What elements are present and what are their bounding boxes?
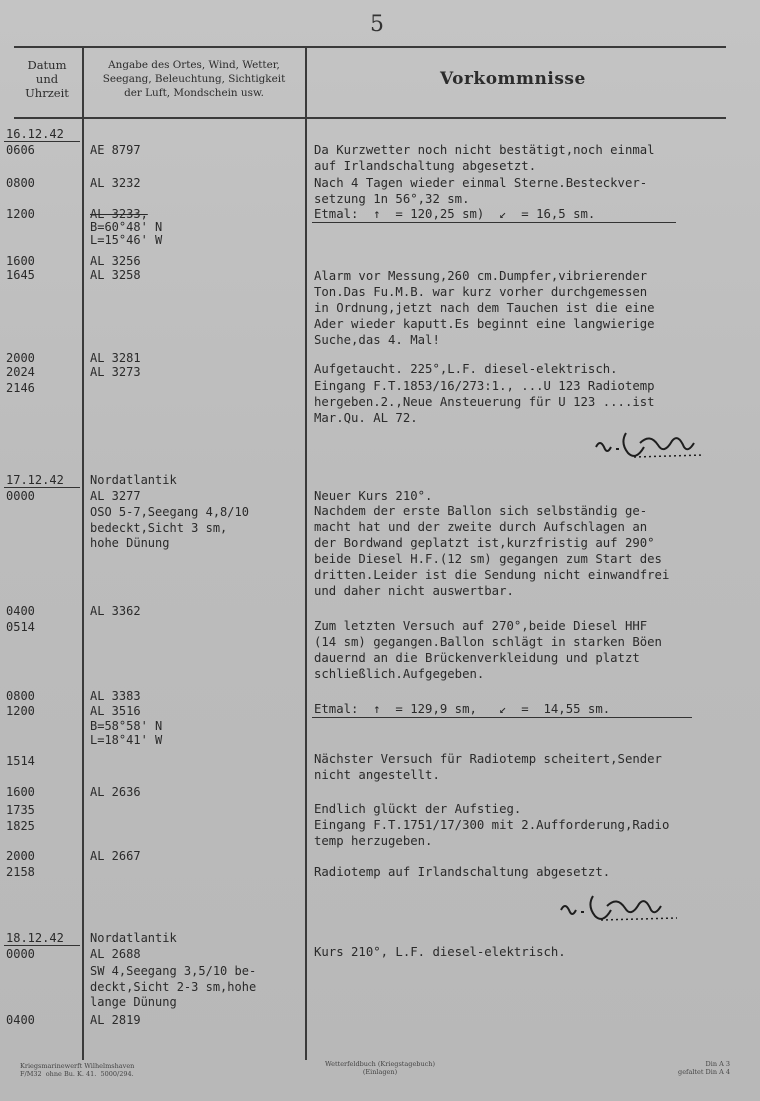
event-etmal: Etmal: ↑ = 129,9 sm, ↙ = 14,55 sm.	[314, 702, 611, 716]
event-entry: Radiotemp auf Irlandschaltung abgesetzt.	[314, 865, 611, 879]
header-time-column	[14, 58, 80, 100]
time-entry: 2024	[6, 365, 35, 379]
event-entry: Neuer Kurs 210°.	[314, 489, 433, 503]
event-entry: Eingang F.T.1751/17/300 mit 2.Aufforderung,Radio temp herzugeben.	[314, 818, 670, 848]
position-entry: Nordatlantik	[90, 931, 177, 945]
time-entry: 1514	[6, 754, 35, 768]
header-bottom-rule	[14, 117, 726, 119]
position-entry: AL 2636	[90, 785, 141, 799]
column-divider-1	[82, 46, 84, 1060]
time-entry: 0800	[6, 689, 35, 703]
weather-entry: SW 4,Seegang 3,5/10 be- deckt,Sicht 2-3 sm,hohe lange Dünung	[90, 964, 257, 1009]
column-divider-2	[305, 46, 307, 1060]
time-entry: 1825	[6, 819, 35, 833]
position-entry: AL 3258	[90, 268, 141, 282]
position-entry: AL 2667	[90, 849, 141, 863]
time-entry: 0000	[6, 947, 35, 961]
date-entry: 16.12.42	[6, 127, 64, 141]
position-entry: AL 2688	[90, 947, 141, 961]
event-entry: Aufgetaucht. 225°,L.F. diesel-elektrisch.	[314, 362, 618, 376]
event-entry: Kurs 210°, L.F. diesel-elektrisch.	[314, 945, 566, 959]
time-entry: 0514	[6, 620, 35, 634]
position-entry: B=60°48' N	[90, 220, 163, 234]
header-place-column	[84, 58, 304, 100]
header-place-line: Angabe des Ortes, Wind, Wetter,	[108, 59, 280, 71]
etmal-underline	[312, 717, 692, 718]
time-entry: 1200	[6, 704, 35, 718]
time-entry: 1645	[6, 268, 35, 282]
event-entry: Nach 4 Tagen wieder einmal Sterne.Besteckver- setzung 1n 56°,32 sm.	[314, 176, 648, 206]
time-entry: 2146	[6, 381, 35, 395]
position-entry: B=58°58' N	[90, 719, 163, 733]
position-entry: AL 3281	[90, 351, 141, 365]
footer-left: Kriegsmarinewerft Wilhelmshaven F/M32 ohne Bu. K. 41. 5000/294.	[20, 1062, 135, 1078]
weather-entry: OSO 5-7,Seegang 4,8/10 bedeckt,Sicht 3 sm, hohe Dünung	[90, 505, 249, 550]
event-entry: Eingang F.T.1853/16/273:1., ...U 123 Radiotemp hergeben.2.,Neue Ansteuerung für U 123 ....ist Mar.Qu. AL 72.	[314, 379, 655, 425]
footer-right: Din A 3 gefaltet Din A 4	[678, 1060, 730, 1076]
header-top-rule	[14, 46, 726, 48]
time-entry: 2000	[6, 351, 35, 365]
time-entry: 1600	[6, 785, 35, 799]
time-entry: 0400	[6, 1013, 35, 1027]
header-time-line: Datum	[27, 58, 67, 72]
event-entry: Zum letzten Versuch auf 270°,beide Diesel HHF (14 sm) gegangen.Ballon schlägt in starken Böen dauernd an die Brückenverkleidung und platzt schließlich.Aufgegeben.	[314, 619, 662, 681]
position-entry: Nordatlantik	[90, 473, 177, 487]
event-entry: Nächster Versuch für Radiotemp scheitert,Sender nicht angestellt.	[314, 752, 662, 782]
position-entry: AL 3277	[90, 489, 141, 503]
position-entry: AE 8797	[90, 143, 141, 157]
position-entry: AL 3233,	[90, 207, 148, 221]
page-number: 5	[370, 12, 384, 37]
etmal-underline	[312, 222, 676, 223]
event-entry: Nachdem der erste Ballon sich selbständig ge- macht hat und der zweite durch Aufschlagen an der Bordwand geplatzt ist,kurzfristig auf 290° beide Diesel H.F.(12 sm) gegangen zum Start des dritten.Leider ist die Sendung nicht einwandfrei und daher nicht auswertbar.	[314, 504, 670, 598]
time-entry: 0400	[6, 604, 35, 618]
time-entry: 0800	[6, 176, 35, 190]
header-place-line: Seegang, Beleuchtung, Sichtigkeit	[102, 73, 286, 85]
time-entry: 1735	[6, 803, 35, 817]
position-entry: AL 3273	[90, 365, 141, 379]
position-entry: AL 3232	[90, 176, 141, 190]
position-entry: AL 3362	[90, 604, 141, 618]
position-entry: L=15°46' W	[90, 233, 163, 247]
footer-center: Wetterfeldbuch (Kriegstagebuch) (Einlagen)	[324, 1060, 436, 1076]
date-entry: 17.12.42	[6, 473, 64, 487]
time-entry: 0606	[6, 143, 35, 157]
position-entry: AL 2819	[90, 1013, 141, 1027]
time-entry: 1200	[6, 207, 35, 221]
position-entry: AL 3383	[90, 689, 141, 703]
event-entry: Da Kurzwetter noch nicht bestätigt,noch einmal auf Irlandschaltung abgesetzt.	[314, 143, 655, 173]
signature-2	[555, 888, 685, 928]
event-etmal: Etmal: ↑ = 120,25 sm) ↙ = 16,5 sm.	[314, 207, 596, 221]
position-entry: L=18°41' W	[90, 733, 163, 747]
header-place-line: der Luft, Mondschein usw.	[124, 87, 264, 99]
position-entry: AL 3516	[90, 704, 141, 718]
time-entry: 1600	[6, 254, 35, 268]
signature-1	[590, 425, 710, 465]
header-time-line: Uhrzeit	[25, 86, 69, 100]
header-events-column: Vorkommnisse	[440, 69, 586, 89]
time-entry: 2000	[6, 849, 35, 863]
date-entry: 18.12.42	[6, 931, 64, 945]
time-entry: 2158	[6, 865, 35, 879]
position-entry: AL 3256	[90, 254, 141, 268]
event-entry: Alarm vor Messung,260 cm.Dumpfer,vibrierender Ton.Das Fu.M.B. war kurz vorher durchgemessen in Ordnung,jetzt nach dem Tauchen ist die eine Ader wieder kaputt.Es beginnt eine langwierige Suche,das 4. Mal!	[314, 269, 655, 347]
time-entry: 0000	[6, 489, 35, 503]
event-entry: Endlich glückt der Aufstieg.	[314, 802, 522, 816]
header-time-line: und	[35, 72, 59, 86]
